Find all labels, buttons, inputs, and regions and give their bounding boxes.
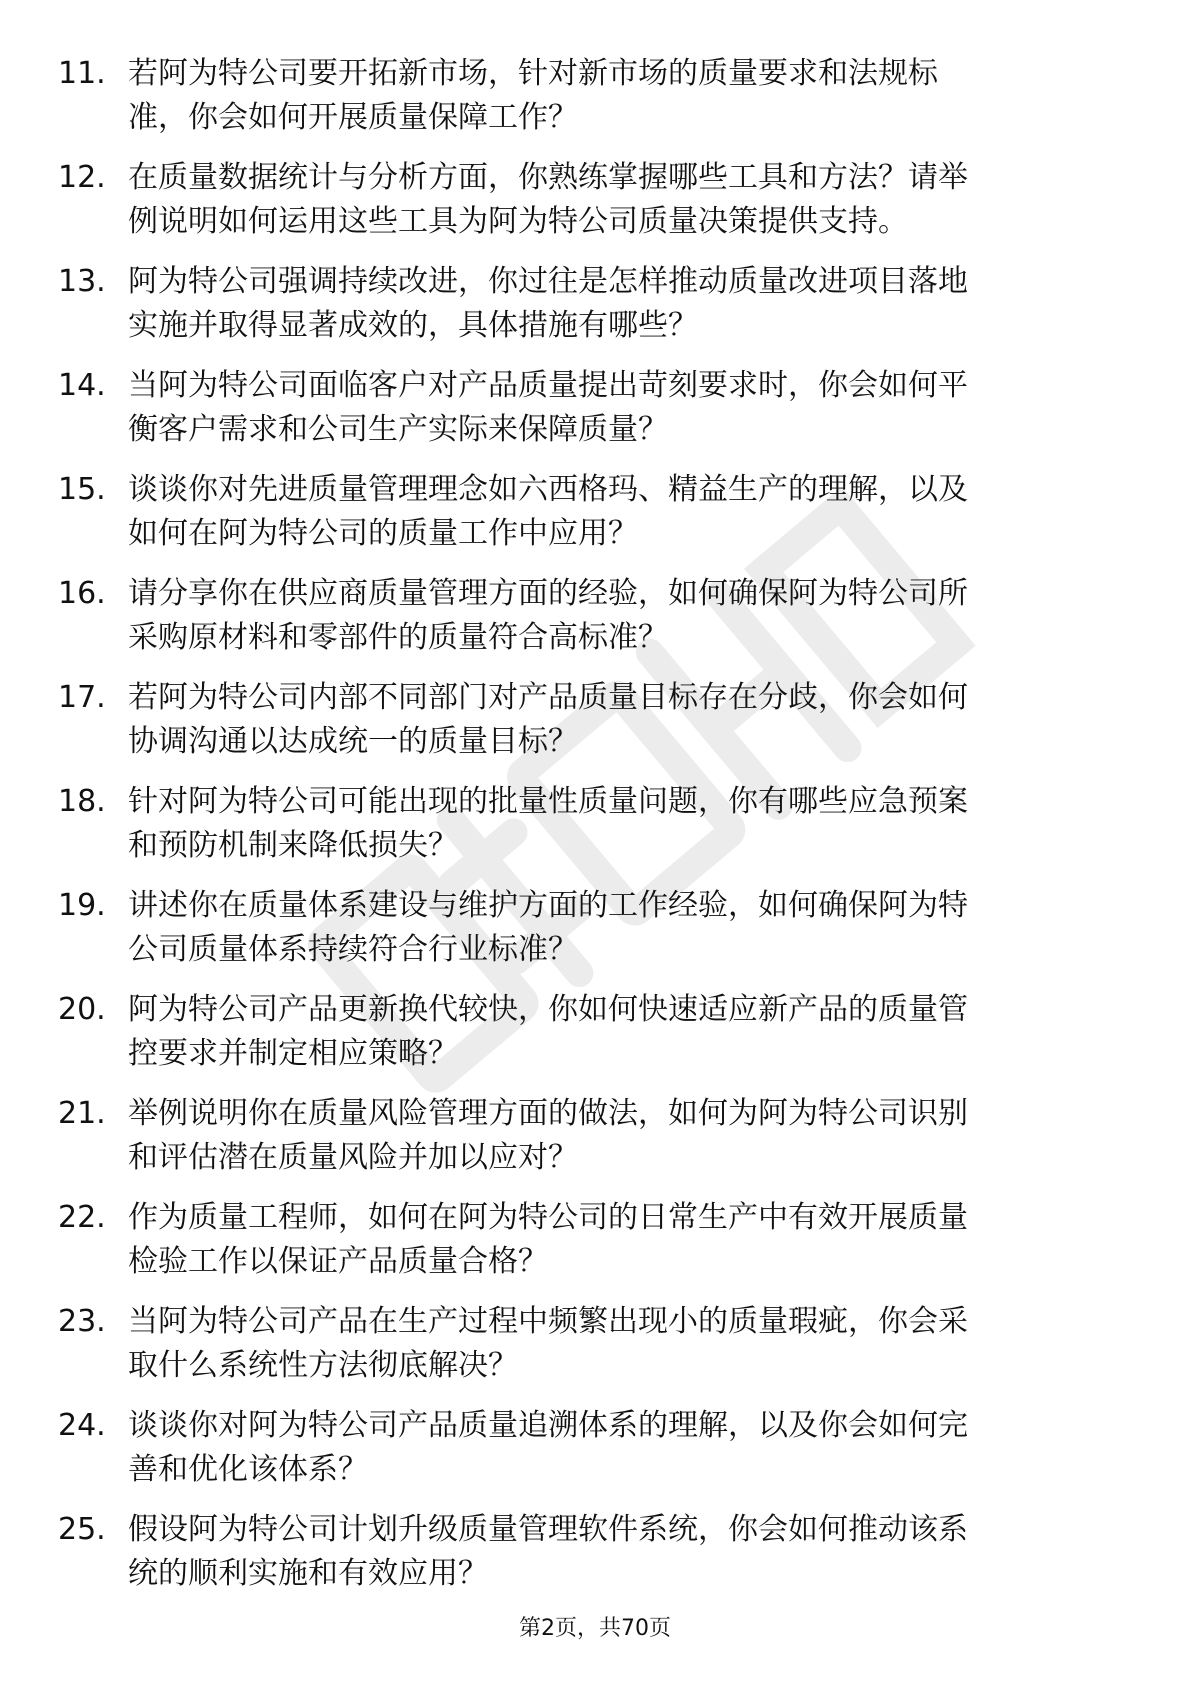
question-text	[128, 1404, 1108, 1492]
question-text-line: 当阿为特公司面临客户对产品质量提出苛刻要求时，你会如何平	[128, 368, 968, 403]
question-text	[128, 260, 1108, 348]
question-text	[128, 1300, 1108, 1388]
question-item	[0, 1300, 1190, 1404]
question-number: 21.	[58, 1096, 106, 1131]
question-text-line: 准，你会如何开展质量保障工作？	[128, 100, 578, 135]
question-number: 20.	[58, 992, 106, 1027]
question-text-line: 公司质量体系持续符合行业标准？	[128, 932, 578, 967]
question-text-line: 善和优化该体系？	[128, 1452, 368, 1487]
question-text-line: 谈谈你对阿为特公司产品质量追溯体系的理解，以及你会如何完	[128, 1408, 968, 1443]
question-text-line: 若阿为特公司内部不同部门对产品质量目标存在分歧，你会如何	[128, 680, 968, 715]
question-text-line: 当阿为特公司产品在生产过程中频繁出现小的质量瑕疵，你会采	[128, 1304, 968, 1339]
question-item	[0, 1508, 1190, 1612]
question-number: 16.	[58, 576, 106, 611]
question-text-line: 控要求并制定相应策略？	[128, 1036, 458, 1071]
question-number: 19.	[58, 888, 106, 923]
question-item	[0, 52, 1190, 156]
question-text	[128, 1508, 1108, 1596]
question-text-line: 假设阿为特公司计划升级质量管理软件系统，你会如何推动该系	[128, 1512, 968, 1547]
question-text-line: 取什么系统性方法彻底解决？	[128, 1348, 518, 1383]
question-text-line: 谈谈你对先进质量管理理念如六西格玛、精益生产的理解，以及	[128, 472, 968, 507]
question-number: 22.	[58, 1200, 106, 1235]
question-text-line: 采购原材料和零部件的质量符合高标准？	[128, 620, 668, 655]
question-item	[0, 572, 1190, 676]
question-text-line: 如何在阿为特公司的质量工作中应用？	[128, 516, 638, 551]
question-item	[0, 1092, 1190, 1196]
question-item	[0, 156, 1190, 260]
question-text	[128, 884, 1108, 972]
question-number: 18.	[58, 784, 106, 819]
question-text-line: 举例说明你在质量风险管理方面的做法，如何为阿为特公司识别	[128, 1096, 968, 1131]
question-text	[128, 988, 1108, 1076]
question-text-line: 检验工作以保证产品质量合格？	[128, 1244, 548, 1279]
question-item	[0, 260, 1190, 364]
question-text-line: 若阿为特公司要开拓新市场，针对新市场的质量要求和法规标	[128, 56, 938, 91]
question-item	[0, 1196, 1190, 1300]
question-list	[0, 52, 1190, 1612]
question-item	[0, 1404, 1190, 1508]
question-text-line: 协调沟通以达成统一的质量目标？	[128, 724, 578, 759]
question-number: 17.	[58, 680, 106, 715]
question-text	[128, 572, 1108, 660]
question-text-line: 作为质量工程师，如何在阿为特公司的日常生产中有效开展质量	[128, 1200, 968, 1235]
question-item	[0, 780, 1190, 884]
question-text-line: 例说明如何运用这些工具为阿为特公司质量决策提供支持。	[128, 204, 908, 239]
question-text	[128, 1092, 1108, 1180]
question-item	[0, 364, 1190, 468]
question-text-line: 实施并取得显著成效的，具体措施有哪些？	[128, 308, 698, 343]
question-number: 24.	[58, 1408, 106, 1443]
question-text-line: 针对阿为特公司可能出现的批量性质量问题，你有哪些应急预案	[128, 784, 968, 819]
question-item	[0, 884, 1190, 988]
question-text	[128, 468, 1108, 556]
question-number: 23.	[58, 1304, 106, 1339]
question-text-line: 请分享你在供应商质量管理方面的经验，如何确保阿为特公司所	[128, 576, 968, 611]
question-number: 25.	[58, 1512, 106, 1547]
question-text-line: 统的顺利实施和有效应用？	[128, 1556, 488, 1591]
question-item	[0, 468, 1190, 572]
page-footer	[0, 1614, 1190, 1644]
question-text-line: 衡客户需求和公司生产实际来保障质量？	[128, 412, 668, 447]
question-text-line: 和评估潜在质量风险并加以应对？	[128, 1140, 578, 1175]
question-item	[0, 676, 1190, 780]
question-text	[128, 52, 1108, 140]
question-text	[128, 156, 1108, 244]
question-text-line: 阿为特公司产品更新换代较快，你如何快速适应新产品的质量管	[128, 992, 968, 1027]
question-number: 15.	[58, 472, 106, 507]
question-text	[128, 1196, 1108, 1284]
question-text-line: 和预防机制来降低损失？	[128, 828, 458, 863]
question-text-line: 阿为特公司强调持续改进，你过往是怎样推动质量改进项目落地	[128, 264, 968, 299]
page-number-label: 第2页，共70页	[519, 1616, 671, 1641]
question-number: 12.	[58, 160, 106, 195]
question-item	[0, 988, 1190, 1092]
question-number: 11.	[58, 56, 106, 91]
question-number: 13.	[58, 264, 106, 299]
question-text-line: 在质量数据统计与分析方面，你熟练掌握哪些工具和方法？请举	[128, 160, 968, 195]
question-text-line: 讲述你在质量体系建设与维护方面的工作经验，如何确保阿为特	[128, 888, 968, 923]
question-number: 14.	[58, 368, 106, 403]
question-text	[128, 364, 1108, 452]
question-text	[128, 676, 1108, 764]
question-text	[128, 780, 1108, 868]
